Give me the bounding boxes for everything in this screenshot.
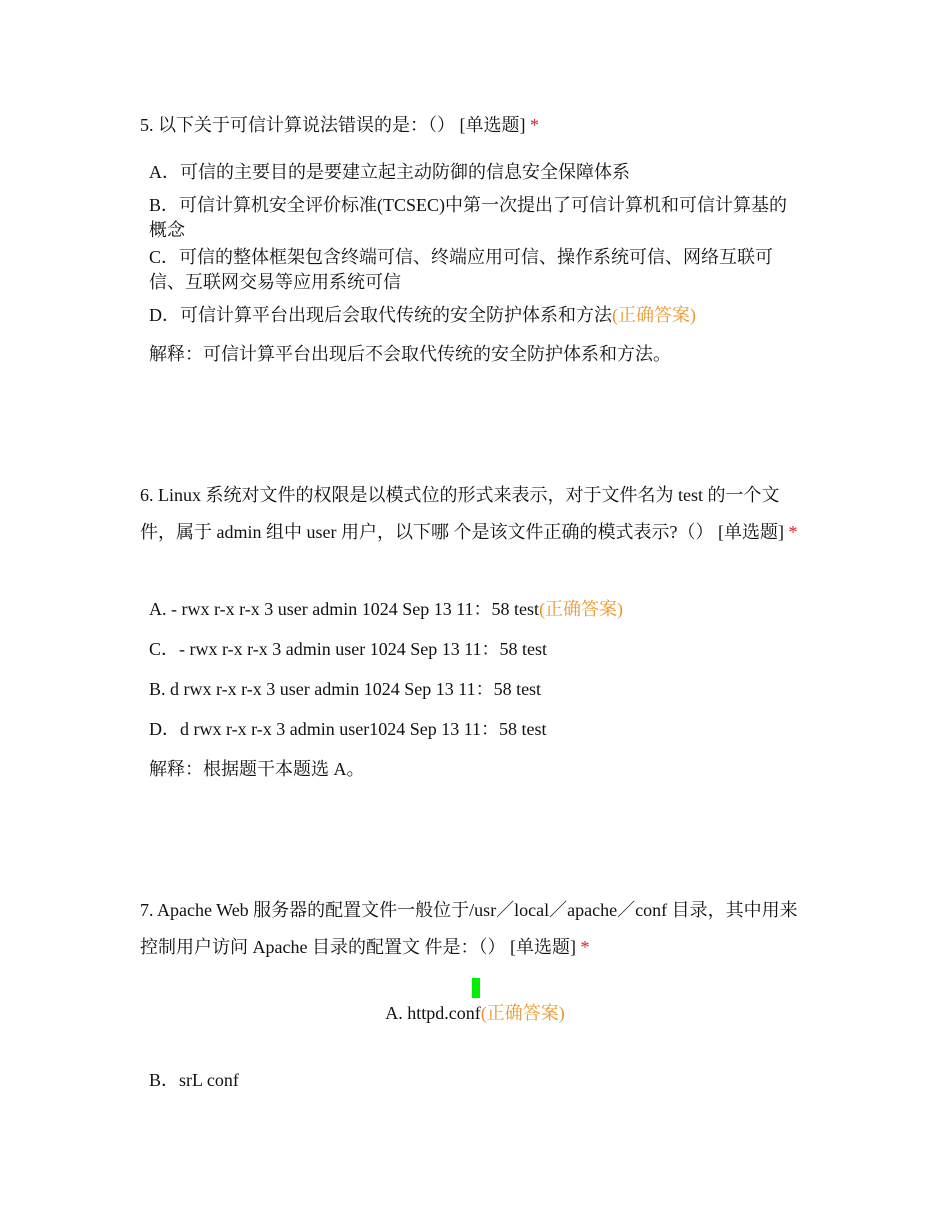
option-label: D．可信计算平台出现后会取代传统的安全防护体系和方法 bbox=[149, 305, 612, 325]
option-label: D．d rwx r-x r-x 3 admin user1024 Sep 13 11：58 test bbox=[149, 719, 547, 739]
option-label: A．可信的主要目的是要建立起主动防御的信息安全保障体系 bbox=[149, 162, 630, 182]
option-label: C．可信的整体框架包含终端可信、终端应用可信、操作系统可信、网络互联可信、互联网交易等应用系统可信 bbox=[149, 247, 774, 292]
required-mark: * bbox=[580, 937, 590, 957]
question-5-title bbox=[140, 107, 810, 144]
option-label: B．可信计算机安全评价标准(TCSEC)中第一次提出了可信计算机和可信计算基的概念 bbox=[149, 195, 788, 240]
question-5-explanation: 解释：可信计算平台出现后不会取代传统的安全防护体系和方法。 bbox=[149, 344, 671, 364]
correct-answer-tag: (正确答案) bbox=[612, 305, 696, 325]
question-6-title bbox=[140, 477, 810, 551]
required-mark: * bbox=[530, 115, 539, 135]
highlight-marker bbox=[472, 978, 480, 998]
option-label: A. httpd.conf bbox=[385, 1003, 481, 1023]
question-5-option-b[interactable] bbox=[149, 193, 799, 243]
required-mark: * bbox=[788, 522, 798, 542]
correct-answer-tag: (正确答案) bbox=[480, 1003, 565, 1023]
correct-answer-tag: (正确答案) bbox=[539, 599, 624, 619]
question-5-option-a[interactable] bbox=[149, 160, 799, 185]
option-label: B. d rwx r-x r-x 3 user admin 1024 Sep 13 11：58 test bbox=[149, 679, 542, 699]
question-5-text: 5. 以下关于可信计算说法错误的是：（） [单选题] bbox=[140, 115, 526, 135]
option-label: C．- rwx r-x r-x 3 admin user 1024 Sep 13 11：58 test bbox=[149, 639, 548, 659]
question-5-option-c[interactable] bbox=[149, 245, 799, 295]
question-7-option-b[interactable] bbox=[149, 1068, 799, 1093]
question-5-option-d[interactable] bbox=[149, 303, 799, 328]
question-7-text: 7. Apache Web 服务器的配置文件一般位于/usr／local／apache／conf 目录，其中用来控制用户访问 Apache 目录的配置文 件是：（） [单选题] bbox=[140, 900, 798, 957]
question-6-option-d[interactable] bbox=[149, 717, 799, 742]
question-6-text: 6. Linux 系统对文件的权限是以模式位的形式来表示，对于文件名为 test 的一个文件，属于 admin 组中 user 用户，以下哪 个是该文件正确的模式表示?（） [单选题] bbox=[140, 485, 784, 542]
question-6-option-a[interactable] bbox=[149, 597, 799, 622]
question-6-option-c[interactable] bbox=[149, 637, 799, 662]
question-7-option-a[interactable] bbox=[0, 1001, 950, 1026]
question-7-title bbox=[140, 892, 810, 966]
question-6-option-b[interactable] bbox=[149, 677, 799, 702]
option-label: A. - rwx r-x r-x 3 user admin 1024 Sep 13 11：58 test bbox=[149, 599, 540, 619]
option-label: B．srL conf bbox=[149, 1070, 239, 1090]
question-6-explanation: 解释：根据题干本题选 A。 bbox=[149, 759, 365, 779]
